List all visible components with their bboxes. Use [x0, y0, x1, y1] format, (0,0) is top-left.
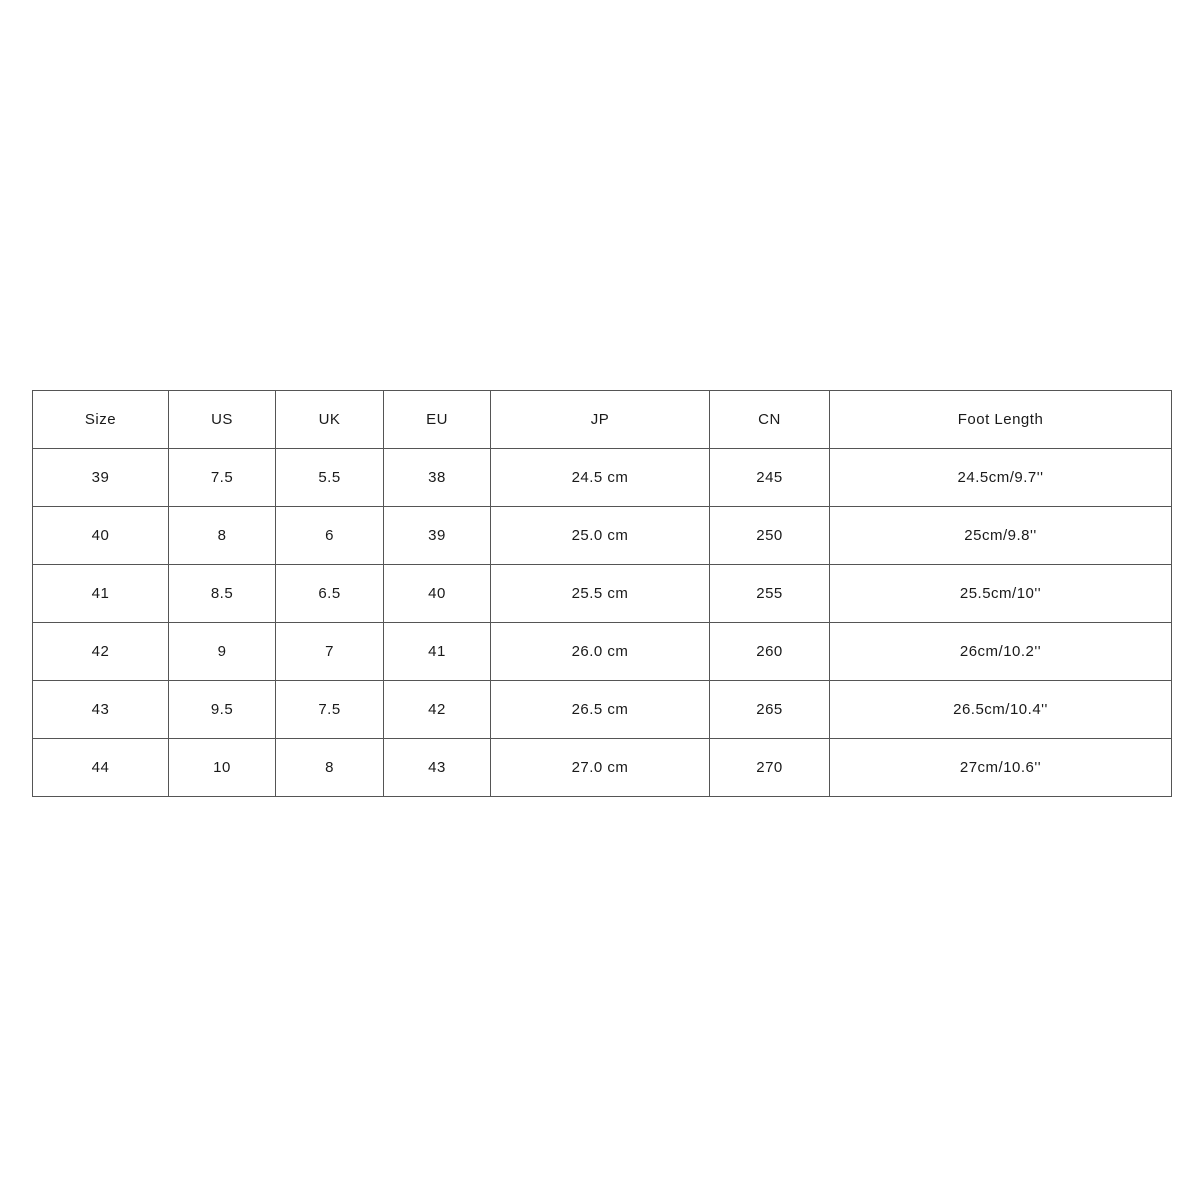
cell-cn: 245 [710, 449, 830, 507]
cell-jp: 24.5 cm [491, 449, 710, 507]
cell-jp: 26.0 cm [491, 623, 710, 681]
header-jp: JP [491, 391, 710, 449]
cell-cn: 270 [710, 739, 830, 797]
table-header-row [33, 391, 1172, 449]
cell-eu: 38 [384, 449, 491, 507]
cell-foot-length: 26cm/10.2'' [830, 623, 1172, 681]
cell-jp: 27.0 cm [491, 739, 710, 797]
cell-uk: 5.5 [276, 449, 384, 507]
table-row [33, 449, 1172, 507]
table-row [33, 623, 1172, 681]
cell-us: 9 [169, 623, 276, 681]
cell-size: 41 [33, 565, 169, 623]
cell-foot-length: 25cm/9.8'' [830, 507, 1172, 565]
cell-uk: 7 [276, 623, 384, 681]
cell-size: 42 [33, 623, 169, 681]
cell-eu: 41 [384, 623, 491, 681]
table-row [33, 739, 1172, 797]
cell-us: 8 [169, 507, 276, 565]
cell-jp: 26.5 cm [491, 681, 710, 739]
cell-foot-length: 25.5cm/10'' [830, 565, 1172, 623]
cell-size: 43 [33, 681, 169, 739]
header-uk: UK [276, 391, 384, 449]
table-row [33, 565, 1172, 623]
cell-us: 10 [169, 739, 276, 797]
table-row [33, 681, 1172, 739]
table-row [33, 507, 1172, 565]
header-us: US [169, 391, 276, 449]
cell-us: 9.5 [169, 681, 276, 739]
cell-foot-length: 26.5cm/10.4'' [830, 681, 1172, 739]
cell-eu: 40 [384, 565, 491, 623]
header-size: Size [33, 391, 169, 449]
cell-us: 7.5 [169, 449, 276, 507]
cell-cn: 255 [710, 565, 830, 623]
cell-jp: 25.5 cm [491, 565, 710, 623]
cell-cn: 250 [710, 507, 830, 565]
cell-uk: 6 [276, 507, 384, 565]
size-chart-table [32, 390, 1172, 797]
cell-uk: 8 [276, 739, 384, 797]
cell-eu: 39 [384, 507, 491, 565]
cell-foot-length: 24.5cm/9.7'' [830, 449, 1172, 507]
header-foot-length: Foot Length [830, 391, 1172, 449]
cell-cn: 265 [710, 681, 830, 739]
cell-jp: 25.0 cm [491, 507, 710, 565]
cell-size: 39 [33, 449, 169, 507]
cell-size: 40 [33, 507, 169, 565]
cell-cn: 260 [710, 623, 830, 681]
header-cn: CN [710, 391, 830, 449]
header-eu: EU [384, 391, 491, 449]
cell-eu: 42 [384, 681, 491, 739]
cell-foot-length: 27cm/10.6'' [830, 739, 1172, 797]
cell-eu: 43 [384, 739, 491, 797]
cell-us: 8.5 [169, 565, 276, 623]
cell-uk: 7.5 [276, 681, 384, 739]
cell-size: 44 [33, 739, 169, 797]
cell-uk: 6.5 [276, 565, 384, 623]
